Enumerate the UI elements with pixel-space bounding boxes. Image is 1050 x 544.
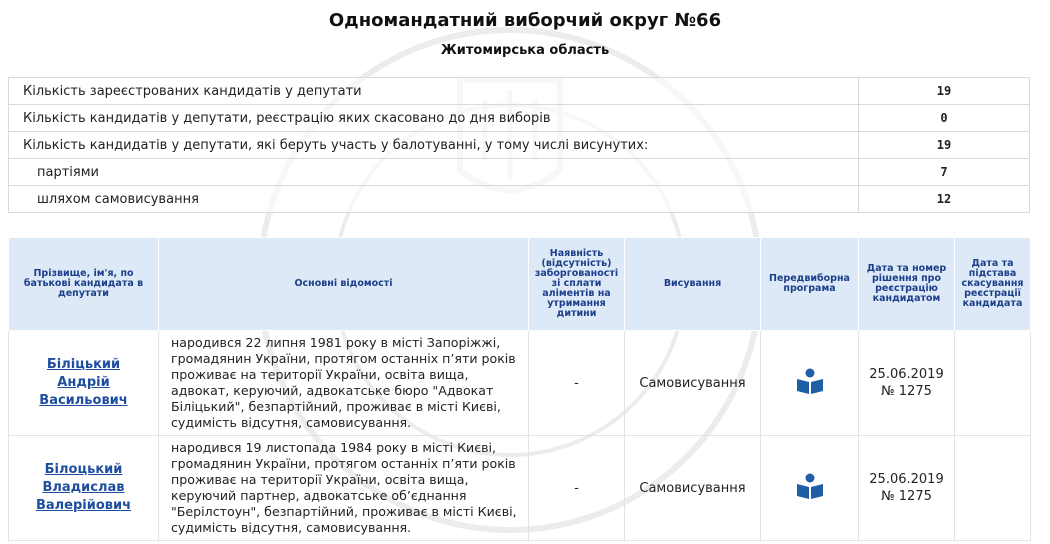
summary-row (9, 78, 1030, 105)
summary-row (9, 186, 1030, 213)
candidate-patronymic: Васильович (39, 393, 128, 408)
book-reader-icon[interactable] (796, 368, 824, 398)
summary-table (8, 77, 1030, 213)
candidate-cancellation (955, 331, 1031, 436)
candidate-first-name: Андрій (57, 375, 110, 390)
summary-label: шляхом самовисування (9, 186, 859, 213)
candidate-alimony: - (529, 436, 625, 541)
summary-value: 12 (859, 186, 1030, 213)
region-subtitle: Житомирська область (440, 43, 610, 58)
candidate-surname: Білоцький (44, 462, 123, 477)
summary-row (9, 105, 1030, 132)
candidate-program-cell (761, 331, 859, 436)
registration-date: 25.06.2019 (869, 472, 944, 487)
summary-row (9, 159, 1030, 186)
candidate-nomination: Самовисування (625, 331, 761, 436)
registration-date: 25.06.2019 (869, 367, 944, 382)
col-header-info: Основні відомості (159, 238, 529, 331)
col-header-cancellation: Дата та підстава скасування реєстрації кандидата (955, 238, 1031, 331)
candidate-info: народився 19 листопада 1984 року в місті Києві, громадянин України, протягом останніх п’яти років проживає на території України, освіта вища, керуючий партнер, адвокатське об’єднання "Берілстоун", безпартійний, проживає в місті Києві, судимість відсутня, самовисування. (159, 436, 529, 541)
summary-value: 19 (859, 132, 1030, 159)
candidate-nomination: Самовисування (625, 436, 761, 541)
candidate-program-cell (761, 436, 859, 541)
candidate-name-link[interactable] (9, 356, 158, 410)
col-header-name: Прізвище, ім'я, по батькові кандидата в депутати (9, 238, 159, 331)
col-header-nomination: Висування (625, 238, 761, 331)
registration-number: № 1275 (881, 384, 932, 399)
candidate-name-link[interactable] (9, 461, 158, 515)
summary-value: 0 (859, 105, 1030, 132)
candidate-name-cell (9, 331, 159, 436)
table-row (9, 331, 1031, 436)
summary-label: партіями (9, 159, 859, 186)
book-reader-icon[interactable] (796, 473, 824, 503)
candidates-table (8, 237, 1031, 541)
summary-value: 7 (859, 159, 1030, 186)
candidate-alimony: - (529, 331, 625, 436)
summary-value: 19 (859, 78, 1030, 105)
summary-label: Кількість кандидатів у депутати, які беруть участь у балотуванні, у тому числі висунутих: (9, 132, 859, 159)
page-title: Одномандатний виборчий округ №66 (328, 10, 722, 31)
candidate-patronymic: Валерійович (35, 498, 132, 513)
summary-label: Кількість кандидатів у депутати, реєстрацію яких скасовано до дня виборів (9, 105, 859, 132)
table-row (9, 436, 1031, 541)
candidate-surname: Біліцький (46, 357, 121, 372)
col-header-registration: Дата та номер рішення про реєстрацію кандидатом (859, 238, 955, 331)
registration-number: № 1275 (881, 489, 932, 504)
candidate-registration (859, 436, 955, 541)
candidate-cancellation (955, 436, 1031, 541)
col-header-program: Передвиборна програма (761, 238, 859, 331)
summary-row (9, 132, 1030, 159)
candidate-info: народився 22 липня 1981 року в місті Запоріжжі, громадянин України, протягом останніх п’яти років проживає на території України, освіта вища, адвокат, керуючий, адвокатське бюро "Адвокат Біліцький", безпартійний, проживає в місті Києві, судимість відсутня, самовисування. (159, 331, 529, 436)
candidate-first-name: Владислав (42, 480, 125, 495)
candidate-name-cell (9, 436, 159, 541)
table-header-row (9, 238, 1031, 331)
candidate-registration (859, 331, 955, 436)
col-header-alimony: Наявність (відсутність) заборгованості зі сплати аліментів на утримання дитини (529, 238, 625, 331)
summary-label: Кількість зареєстрованих кандидатів у депутати (9, 78, 859, 105)
